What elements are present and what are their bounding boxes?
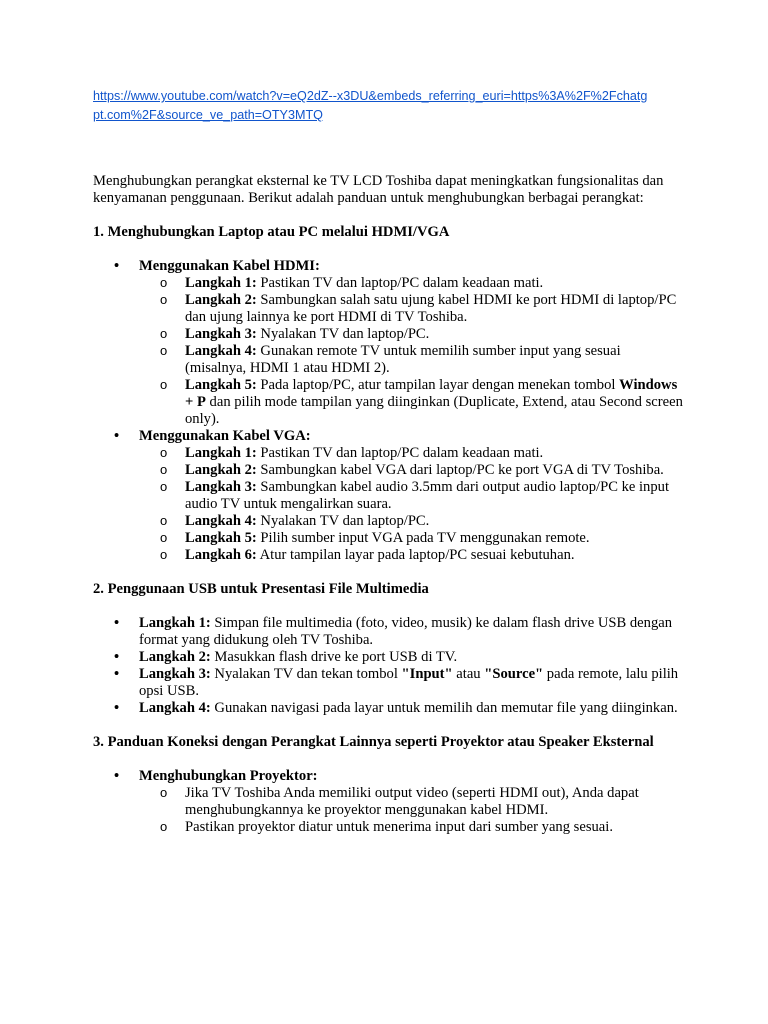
step-text: Nyalakan TV dan tekan tombol	[210, 666, 402, 682]
list-item-hdmi	[93, 258, 683, 428]
step-label: Langkah 2:	[139, 649, 211, 665]
list-item	[139, 326, 683, 343]
bullet-circle: o	[160, 819, 168, 834]
bullet-circle: o	[160, 513, 168, 528]
step-label: Langkah 3:	[185, 479, 257, 495]
bullet-disc: •	[114, 768, 120, 784]
step-text: Pastikan TV dan laptop/PC dalam keadaan mati.	[256, 275, 544, 291]
list-item	[139, 292, 683, 326]
step-text: Nyalakan TV dan laptop/PC.	[256, 513, 430, 529]
projector-steps	[139, 785, 683, 836]
step-text: Gunakan navigasi pada layar untuk memilih dan memutar file yang diinginkan.	[210, 700, 678, 716]
step-text: Pastikan proyektor diatur untuk menerima input dari sumber yang sesuai.	[185, 819, 613, 835]
list-item	[139, 377, 683, 428]
step-text: atau	[452, 666, 485, 682]
step-label: Langkah 3:	[139, 666, 211, 682]
bullet-circle: o	[160, 445, 168, 460]
step-label: Langkah 2:	[185, 292, 257, 308]
bullet-disc: •	[114, 700, 120, 716]
bullet-circle: o	[160, 479, 168, 494]
step-text: dan pilih mode tampilan yang diinginkan (Duplicate, Extend, atau Second screen only).	[185, 394, 683, 427]
bullet-circle: o	[160, 326, 168, 341]
key-combo: Windows + P	[185, 377, 678, 410]
step-text: pada remote, lalu pilih opsi USB.	[139, 666, 679, 699]
step-label: Langkah 5:	[185, 377, 257, 393]
step-text: Sambungkan salah satu ujung kabel HDMI ke port HDMI di laptop/PC dan ujung lainnya ke port HDMI di TV Toshiba.	[185, 292, 677, 325]
bullet-circle: o	[160, 785, 168, 800]
button-name: "Input"	[401, 666, 453, 682]
bullet-disc: •	[114, 615, 120, 631]
list-item-vga	[93, 428, 683, 564]
section-3-list	[93, 768, 683, 836]
step-label: Langkah 1:	[185, 445, 257, 461]
list-item	[139, 462, 683, 479]
step-text: Masukkan flash drive ke port USB di TV.	[210, 649, 458, 665]
step-text: Pastikan TV dan laptop/PC dalam keadaan mati.	[256, 445, 544, 461]
vga-subheading: Menggunakan Kabel VGA:	[139, 428, 311, 444]
section-1-list	[93, 258, 683, 564]
list-item	[139, 547, 683, 564]
list-item	[139, 275, 683, 292]
list-item	[93, 615, 683, 649]
step-text: Gunakan remote TV untuk memilih sumber input yang sesuai (misalnya, HDMI 1 atau HDMI 2).	[185, 343, 621, 376]
section-2-heading: 2. Penggunaan USB untuk Presentasi File Multimedia	[93, 581, 429, 597]
step-text: Atur tampilan layar pada laptop/PC sesuai kebutuhan.	[256, 547, 575, 563]
hdmi-subheading: Menggunakan Kabel HDMI:	[139, 258, 320, 274]
bullet-circle: o	[160, 377, 168, 392]
bullet-disc: •	[114, 666, 120, 682]
list-item	[139, 479, 683, 513]
bullet-disc: •	[114, 428, 120, 444]
bullet-circle: o	[160, 530, 168, 545]
step-label: Langkah 2:	[185, 462, 257, 478]
bullet-circle: o	[160, 462, 168, 477]
list-item-projector	[93, 768, 683, 836]
list-item	[139, 513, 683, 530]
list-item	[139, 445, 683, 462]
step-label: Langkah 5:	[185, 530, 257, 546]
bullet-circle: o	[160, 343, 168, 358]
list-item	[139, 343, 683, 377]
step-text: Simpan file multimedia (foto, video, musik) ke dalam flash drive USB dengan format yang didukung oleh TV Toshiba.	[139, 615, 673, 648]
step-text: Sambungkan kabel audio 3.5mm dari output audio laptop/PC ke input audio TV untuk mengalirkan suara.	[185, 479, 670, 512]
button-name: "Source"	[484, 666, 544, 682]
intro-paragraph: Menghubungkan perangkat eksternal ke TV LCD Toshiba dapat meningkatkan fungsionalitas dan kenyamanan penggunaan. Berikut adalah panduan untuk menghubungkan berbagai perangkat:	[93, 173, 664, 206]
section-1-heading: 1. Menghubungkan Laptop atau PC melalui HDMI/VGA	[93, 224, 450, 240]
list-item	[139, 785, 683, 819]
list-item	[139, 819, 683, 836]
bullet-disc: •	[114, 649, 120, 665]
vga-steps	[139, 445, 683, 564]
step-label: Langkah 3:	[185, 326, 257, 342]
step-text: Pada laptop/PC, atur tampilan layar dengan menekan tombol	[256, 377, 620, 393]
step-text: Nyalakan TV dan laptop/PC.	[256, 326, 430, 342]
list-item	[93, 666, 683, 700]
step-label: Langkah 6:	[185, 547, 257, 563]
step-text: Pilih sumber input VGA pada TV menggunakan remote.	[256, 530, 590, 546]
step-label: Langkah 4:	[185, 513, 257, 529]
step-label: Langkah 4:	[139, 700, 211, 716]
bullet-circle: o	[160, 547, 168, 562]
step-label: Langkah 4:	[185, 343, 257, 359]
step-label: Langkah 1:	[185, 275, 257, 291]
document-body	[93, 173, 683, 853]
list-item	[93, 649, 683, 666]
youtube-link[interactable]: https://www.youtube.com/watch?v=eQ2dZ--x3DU&embeds_referring_euri=https%3A%2F%2Fchatgpt.com%2F&source_ve_path=OTY3MTQ	[93, 89, 648, 122]
step-text: Jika TV Toshiba Anda memiliki output video (seperti HDMI out), Anda dapat menghubungkannya ke proyektor menggunakan kabel HDMI.	[185, 785, 639, 818]
step-label: Langkah 1:	[139, 615, 211, 631]
list-item	[139, 530, 683, 547]
list-item	[93, 700, 683, 717]
bullet-disc: •	[114, 258, 120, 274]
step-text: Sambungkan kabel VGA dari laptop/PC ke port VGA di TV Toshiba.	[256, 462, 664, 478]
section-3-heading: 3. Panduan Koneksi dengan Perangkat Lainnya seperti Proyektor atau Speaker Eksternal	[93, 734, 654, 750]
section-2-list	[93, 615, 683, 717]
projector-subheading: Menghubungkan Proyektor:	[139, 768, 318, 784]
bullet-circle: o	[160, 275, 168, 290]
bullet-circle: o	[160, 292, 168, 307]
hdmi-steps	[139, 275, 683, 428]
